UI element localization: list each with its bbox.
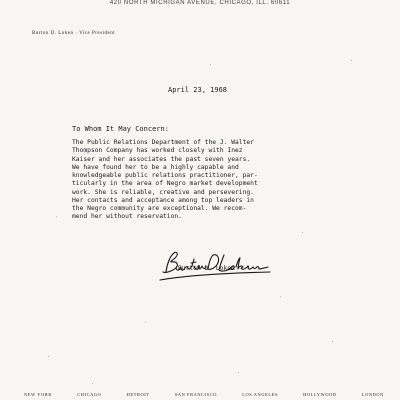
paper-speck: [145, 322, 146, 323]
letter-salutation: To Whom It May Concern:: [72, 125, 169, 133]
office-location: HOLLYWOOD: [303, 392, 337, 397]
letter-body: [72, 139, 312, 222]
sender-title-line: Burton D. Loken · Vice President: [32, 31, 116, 36]
office-locations-bar: [24, 392, 384, 397]
letterhead-address: 420 NORTH MICHIGAN AVENUE, CHICAGO, ILL. 60611: [109, 0, 291, 6]
office-location: LONDON: [361, 392, 384, 397]
signer-typed-name: Burton D. Loken: [178, 265, 235, 272]
paper-speck: [238, 372, 239, 373]
office-location: NEW YORK: [24, 392, 53, 397]
body-line: work. She is reliable, creative and persevering.: [72, 188, 254, 196]
body-line: ticularly in the area of Negro market development: [72, 180, 258, 188]
body-line: knowledgeable public relations practitioner, par-: [72, 172, 258, 179]
body-line: the Negro community are exceptional. We recom-: [72, 205, 247, 212]
office-location: SAN FRANCISCO: [174, 392, 218, 397]
office-location: DETROIT: [126, 392, 150, 397]
body-line: Kaiser and her associates the past seven years.: [72, 155, 251, 163]
paper-speck: [302, 232, 303, 233]
office-location: LOS ANGELES: [242, 392, 278, 397]
body-line: We have found her to be a highly capable and: [72, 163, 239, 171]
paper-speck: [210, 64, 211, 65]
body-line: Her contacts and acceptance among top leaders in: [72, 196, 254, 204]
paper-speck: [351, 60, 352, 61]
office-location: CHICAGO: [77, 392, 102, 397]
paper-speck: [56, 216, 57, 217]
letter-date: April 23, 1968: [168, 86, 228, 94]
body-line: Thompson Company has worked closely with Inez: [72, 147, 243, 155]
body-line: mend her without reservation.: [72, 213, 182, 221]
paper-speck: [92, 383, 93, 384]
paper-speck: [332, 341, 333, 342]
paper-speck: [48, 356, 49, 357]
paper-speck: [280, 296, 281, 297]
body-line: The Public Relations Department of the J. Walter: [72, 139, 254, 146]
